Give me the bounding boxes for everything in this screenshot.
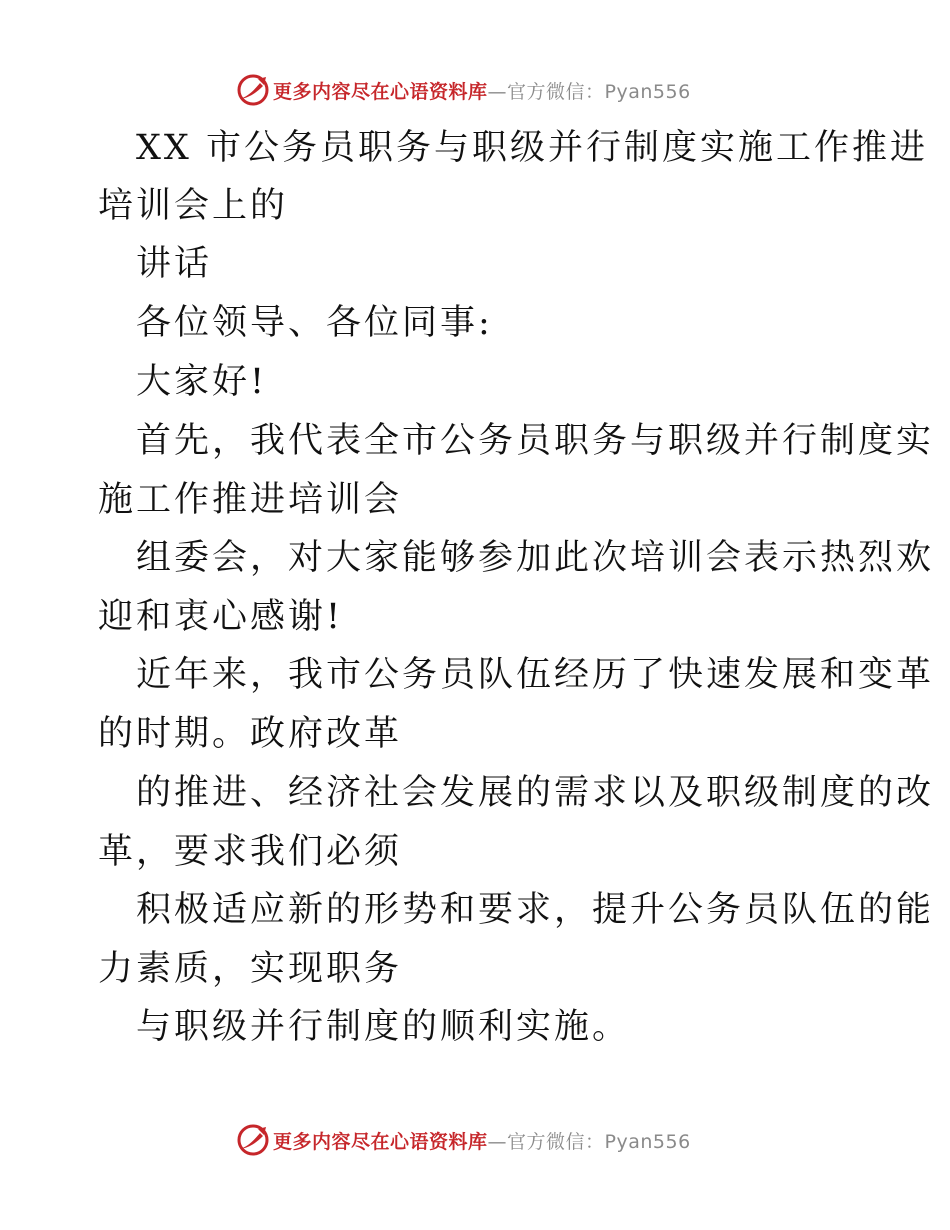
paragraph-line: 迎和衷心感谢! (98, 597, 344, 637)
banner-wechat-text: 官方微信：Pyan556 (507, 80, 691, 103)
banner-dash: — (487, 80, 508, 103)
paragraph-line: 积极适应新的形势和要求，提升公务员队伍的能 (136, 890, 935, 930)
paragraph-line: 革，要求我们必须 (98, 832, 403, 872)
paragraph-line: 施工作推进培训会 (98, 480, 403, 520)
pen-nib-circle-icon (236, 1123, 270, 1157)
banner-wechat-text: 官方微信：Pyan556 (507, 1130, 691, 1153)
paragraph-line: 首先，我代表全市公务员职务与职级并行制度实 (136, 421, 935, 461)
banner-brand-text: 更多内容尽在心语资料库 (273, 1130, 488, 1153)
paragraph-line: 力素质，实现职务 (98, 949, 403, 989)
title-line-2: 培训会上的 (98, 186, 289, 226)
title-line-1: XX 市公务员职务与职级并行制度实施工作推进 (136, 128, 928, 168)
paragraph-line: 与职级并行制度的顺利实施。 (136, 1007, 631, 1047)
paragraph-line: 组委会，对大家能够参加此次培训会表示热烈欢 (136, 538, 935, 578)
paragraph-line: 的推进、经济社会发展的需求以及职级制度的改 (136, 773, 935, 813)
salutation-line: 各位领导、各位同事: (136, 303, 493, 343)
footer-watermark-banner (236, 1122, 691, 1158)
banner-dash: — (487, 1130, 508, 1153)
paragraph-line: 的时期。政府改革 (98, 714, 403, 754)
paragraph-line: 近年来，我市公务员队伍经历了快速发展和变革 (136, 655, 935, 695)
banner-brand-text: 更多内容尽在心语资料库 (273, 80, 488, 103)
greeting-line: 大家好! (136, 362, 268, 402)
title-line-3: 讲话 (136, 244, 213, 284)
